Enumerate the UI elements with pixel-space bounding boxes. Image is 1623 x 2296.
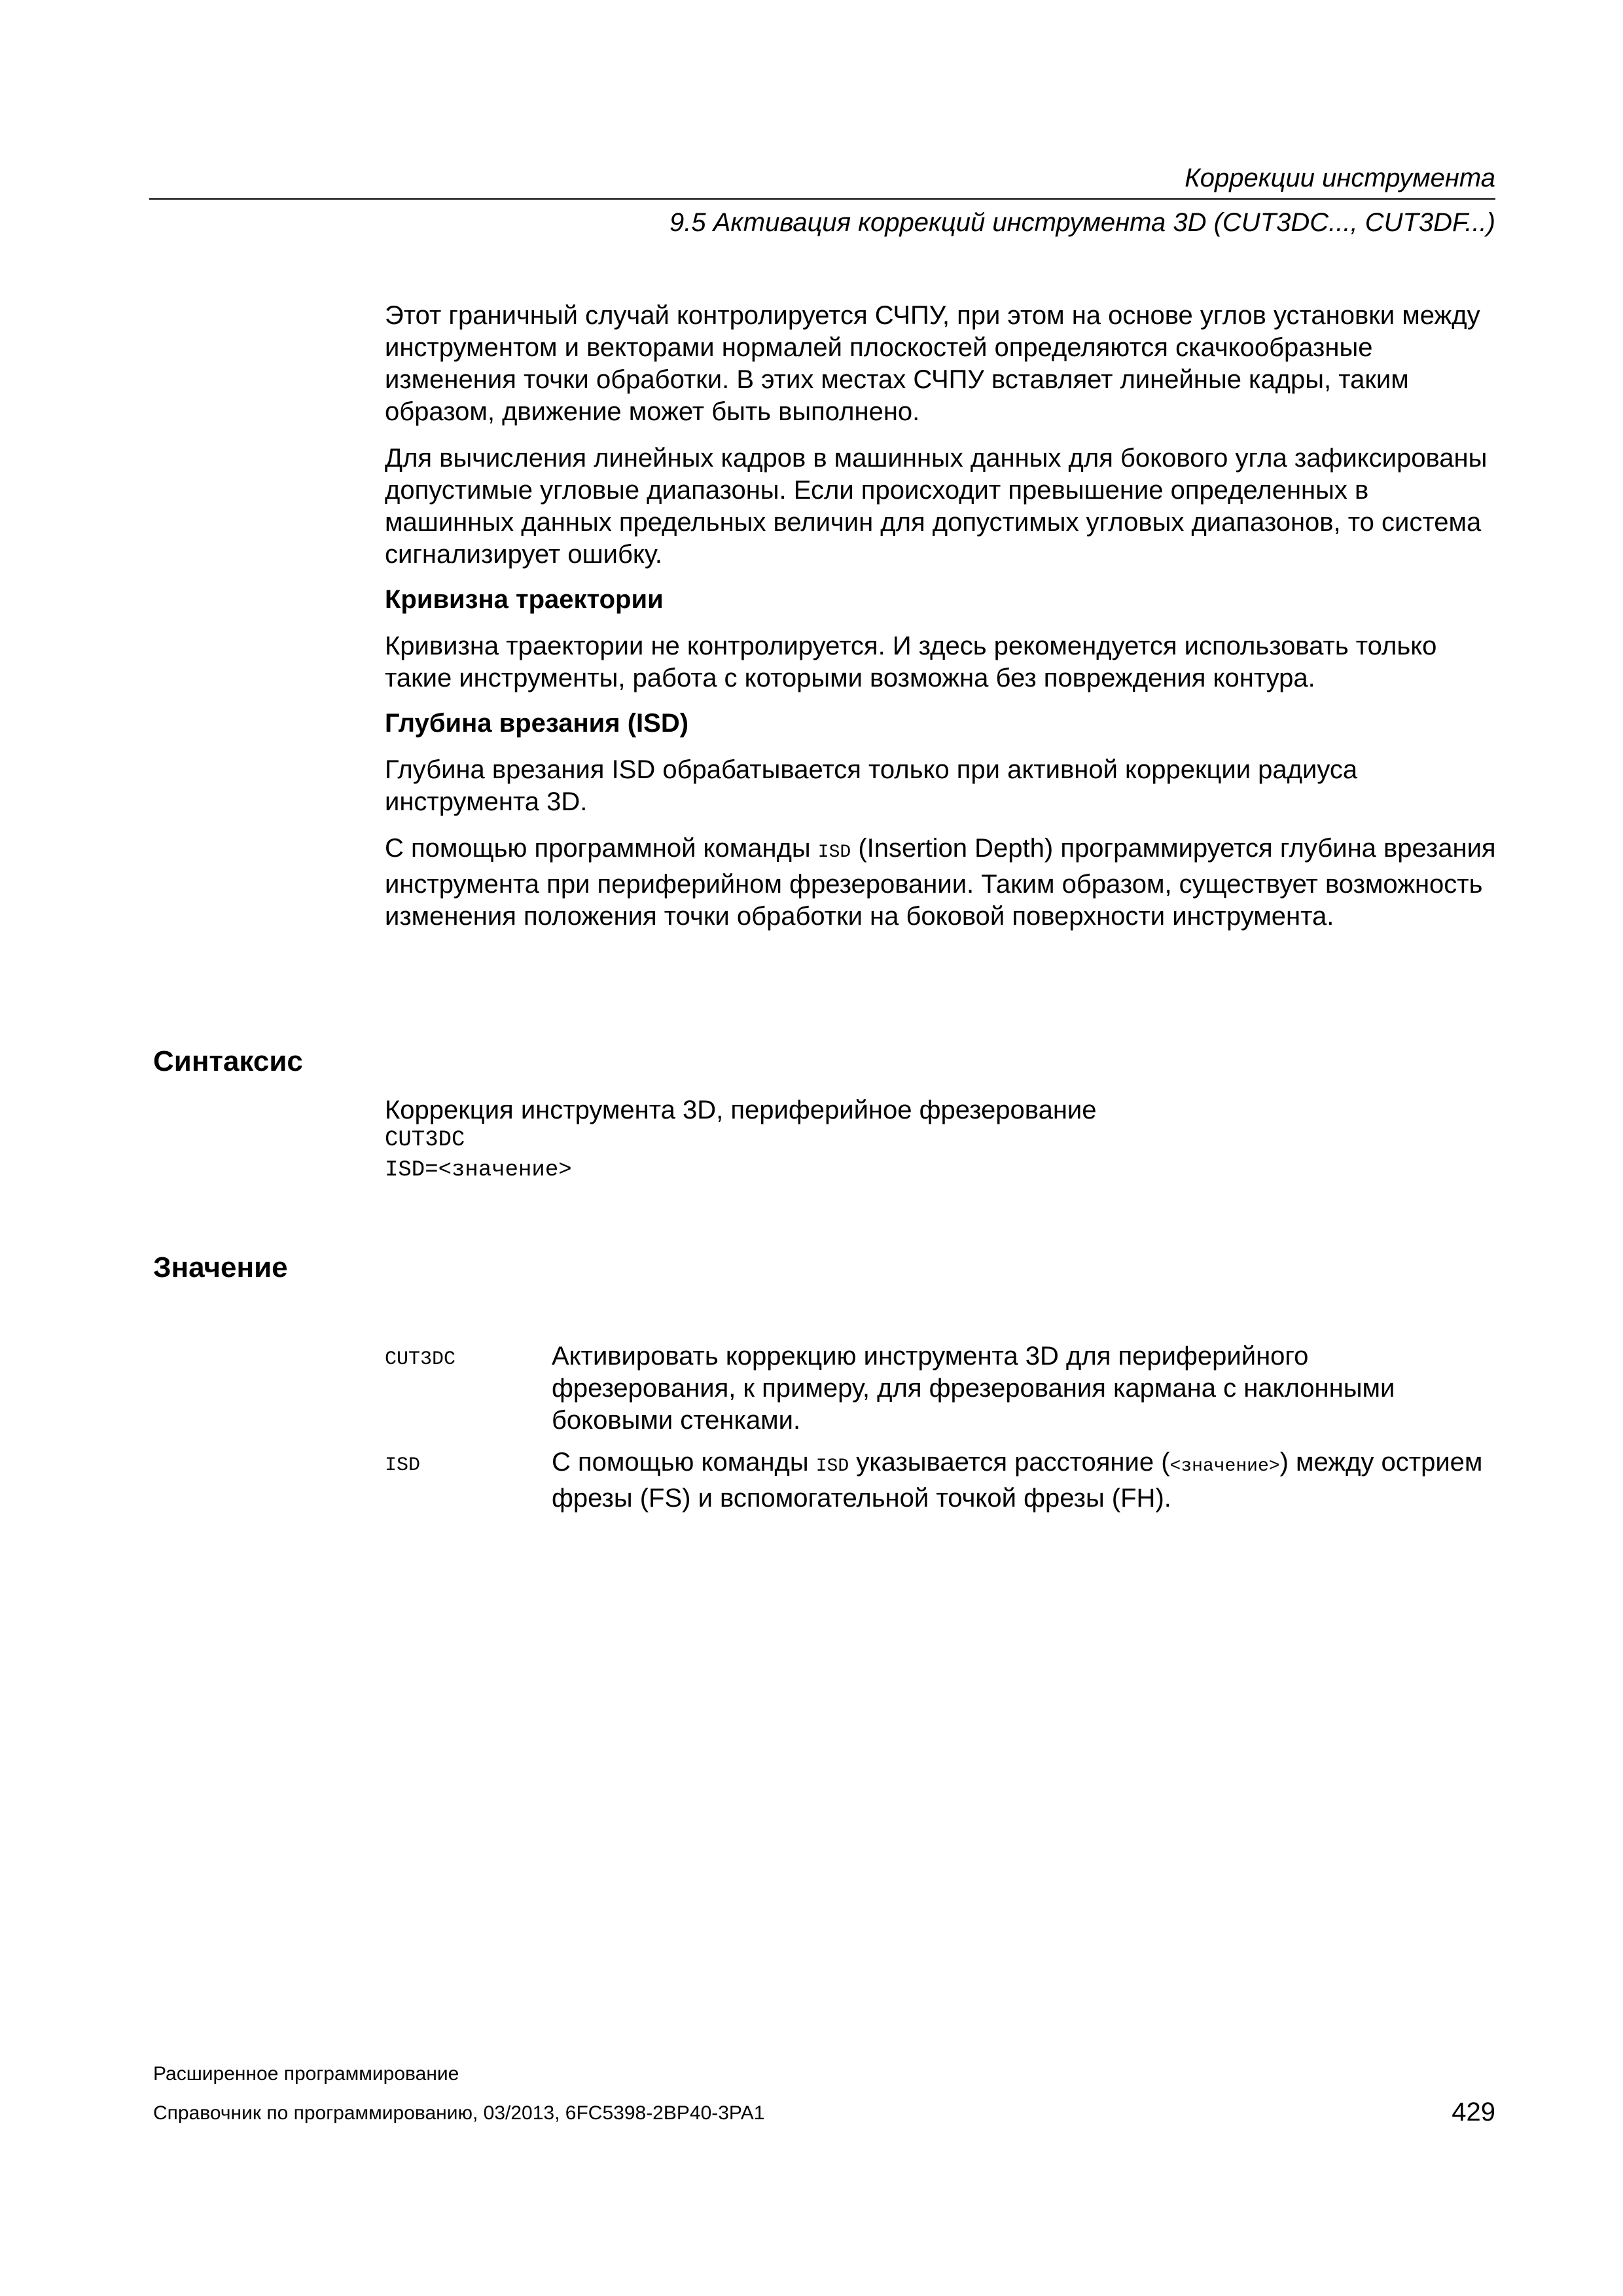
meaning-description: Активировать коррекцию инструмента 3D для периферийного фрезерования, к примеру, для фрезерования кармана с наклонными боковыми стенками. <box>552 1342 1395 1435</box>
desc-text-mid: указывается расстояние ( <box>849 1448 1170 1477</box>
meaning-description <box>552 1446 1488 1515</box>
desc-code-isd: ISD <box>815 1456 849 1477</box>
isd-code: ISD <box>817 842 851 863</box>
desc-code-value: <значение> <box>1169 1456 1280 1477</box>
paragraph-isd-active: Глубина врезания ISD обрабатывается только при активной коррекции радиуса инструмента 3D. <box>385 755 1358 816</box>
section-title-syntax: Синтаксис <box>153 1045 303 1077</box>
body-text-block <box>385 300 1497 933</box>
footer-book-title: Расширенное программирование <box>153 2063 459 2085</box>
isd-text-after: (Insertion Depth) программируется глубина врезания инструмента при периферийном фрезеровании. Таким образом, существует возможность изменения положения точки обработки на боковой поверхности инструмента. <box>385 834 1496 931</box>
syntax-block <box>385 1095 1497 1185</box>
paragraph-path-curvature: Кривизна траектории не контролируется. И здесь рекомендуется использовать только такие инструменты, работа с которыми возможна без повреждения контура. <box>385 632 1437 692</box>
header-divider <box>149 198 1495 200</box>
syntax-code-cut3dc: CUT3DC <box>385 1128 465 1153</box>
desc-text-after: ) между острием фрезы (FS) и вспомогательной точкой фрезы (FH). <box>552 1448 1483 1513</box>
paragraph-linear-blocks: Для вычисления линейных кадров в машинных данных для бокового угла зафиксированы допустимые угловые диапазоны. Если происходит превышение определенных в машинных данных предельных величин для допустимых угловых диапазонов, то система сигнализирует ошибку. <box>385 444 1488 569</box>
footer-doc-info: Справочник по программированию, 03/2013, 6FC5398-2BP40-3PA1 <box>153 2102 765 2124</box>
syntax-description: Коррекция инструмента 3D, периферийное фрезерование <box>385 1096 1097 1124</box>
meaning-term: CUT3DC <box>385 1348 456 1371</box>
subheading-path-curvature: Кривизна траектории <box>385 585 664 614</box>
header-section-title: 9.5 Активация коррекций инструмента 3D (CUT3DC..., CUT3DF...) <box>669 208 1495 237</box>
syntax-code-isd: ISD=<значение> <box>385 1158 572 1183</box>
page-number: 429 <box>1452 2098 1495 2126</box>
meaning-term: ISD <box>385 1454 421 1477</box>
desc-text-before: С помощью команды <box>552 1448 816 1477</box>
header-chapter-title: Коррекции инструмента <box>1185 164 1495 192</box>
isd-text-before: С помощью программной команды <box>385 834 818 863</box>
paragraph-isd-command <box>385 833 1497 933</box>
section-title-meaning: Значение <box>153 1251 288 1283</box>
subheading-insertion-depth: Глубина врезания (ISD) <box>385 709 689 738</box>
paragraph-boundary-case: Этот граничный случай контролируется СЧПУ, при этом на основе углов установки между инструментом и векторами нормалей плоскостей определяются скачкообразные изменения точки обработки. В этих местах СЧПУ вставляет линейные кадры, таким образом, движение может быть выполнено. <box>385 301 1480 426</box>
